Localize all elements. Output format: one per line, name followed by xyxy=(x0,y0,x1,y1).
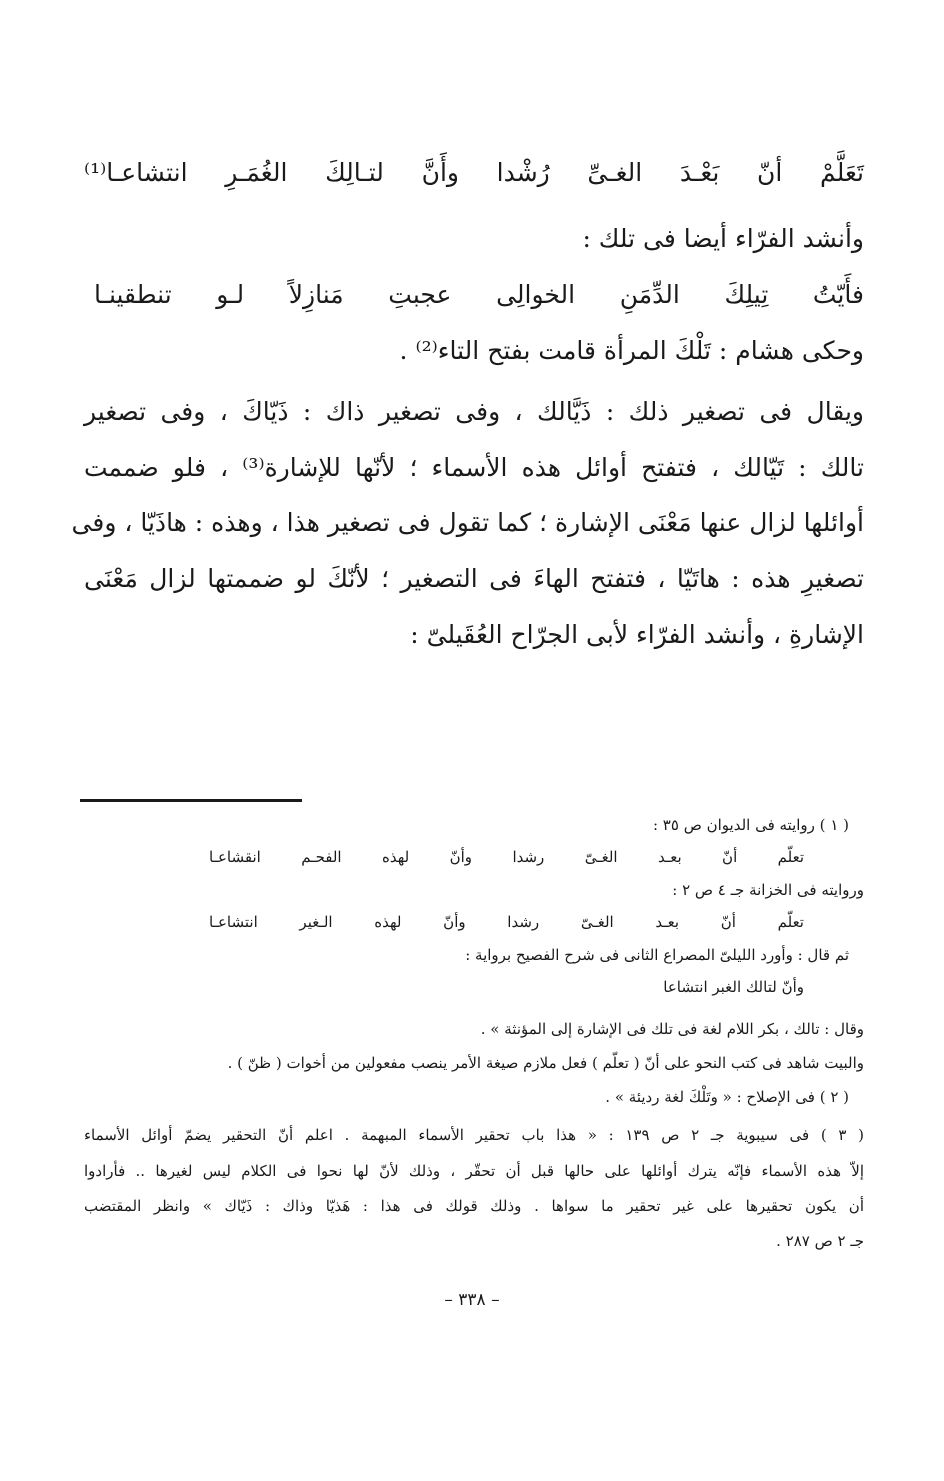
page-number: – ٣٣٨ – xyxy=(444,1290,500,1310)
text-line-2: وأنشد الفرّاء أيضا فى تلك : xyxy=(582,224,864,253)
paragraph-line-3: أوائلها لزال عنها مَعْنَى الإشارة ؛ كما تقول فى تصغير هذا ، وهذه : هاذَيّا ، وفى xyxy=(71,508,864,537)
footnote-3-line-4: جـ ٢ ص ٢٨٧ . xyxy=(776,1232,864,1250)
paragraph-line-1: ويقال فى تصغير ذلك : ذَيَّالك ، وفى تصغير ذاك : ذَيّاكَ ، وفى تصغير xyxy=(84,397,864,426)
footnote-1-qala: وقال : تالك ، بكر اللام لغة فى تلك فى الإشارة إلى المؤنثة » . xyxy=(480,1020,864,1038)
footnote-2: ( ٢ ) فى الإصلاح : « وتَلْكَ لغة رديئة » . xyxy=(605,1088,849,1106)
footnote-divider xyxy=(80,799,302,802)
footnote-1-khizana: وروايته فى الخزانة جـ ٤ ص ٢ : xyxy=(672,881,864,899)
paragraph-line-4: تصغيرِ هذه : هاتَيّا ، فتفتح الهاءَ فى التصغير ؛ لأنّكَ لو ضممتها لزال مَعْنَى xyxy=(84,564,864,593)
text-line-4: وحكى هشام : تَلْكَ المرأة قامت بفتح التاء⁽²⁾ . xyxy=(399,336,864,365)
footnote-3-line-1: ( ٣ ) فى سيبوية جـ ٢ ص ١٣٩ : « هذا باب تحقير الأسماء المبهمة . اعلم أنّ التحقير يضمّ أوائل الأسماء xyxy=(84,1126,864,1144)
paragraph-line-5: الإشارةِ ، وأنشد الفرّاء لأبى الجرّاح العُقَيلىّ : xyxy=(410,620,864,649)
footnote-1-hemistich: وأنّ لتالك الغبر انتشاعا xyxy=(663,978,804,996)
footnote-1-verse: تعلّم أنّ بعـد الغـىّ رشدا وأنّ لهذه الفحـم انقشاعـا xyxy=(209,848,804,866)
footnote-1-header: ( ١ ) روايته فى الديوان ص ٣٥ : xyxy=(652,816,849,834)
verse-line-2: فأَيّتُ تِيلِكَ الدِّمَنِ الخوالِى عجبتِ مَنازِلاً لـو تنطقينـا xyxy=(94,280,864,309)
footnote-1-shahid: والبيت شاهد فى كتب النحو على أنّ ( تعلّم ) فعل ملازم صيغة الأمر ينصب مفعولين من أخوات ( ظنّ ) . xyxy=(227,1054,864,1072)
verse-line-1: تَعَلَّمْ أنّ بَعْـدَ الغـىِّ رُشْدا وأَنَّ لتـالِكَ الغُمَـرِ انتشاعـا⁽¹⁾ xyxy=(84,158,864,187)
footnote-3-line-3: أن يكون تحقيرها على غير تحقير ما سواها . وذلك قولك فى هذا : هَذيّا وذاك : ذَيّاك » وانظر المقتضب xyxy=(84,1197,864,1215)
footnote-1-lili: ثم قال : وأورد الليلىّ المصراع الثانى فى شرح الفصيح برواية : xyxy=(465,946,849,964)
paragraph-line-2: تالك : تَيّالك ، فتفتح أوائل هذه الأسماء ؛ لأنّها للإشارة⁽³⁾ ، فلو ضممت xyxy=(84,453,864,482)
footnote-3-line-2: إلاّ هذه الأسماء فإنّه يترك أوائلها على حالها قبل أن تحقّر ، وذلك لأنّ لها نحوا فى الكلام ليس لغيرها .. فأرادوا xyxy=(84,1162,864,1180)
footnote-1-verse-2: تعلّم أنّ بعـد الغـىّ رشدا وأنّ لهذه الـغير انتشاعـا xyxy=(209,913,804,931)
